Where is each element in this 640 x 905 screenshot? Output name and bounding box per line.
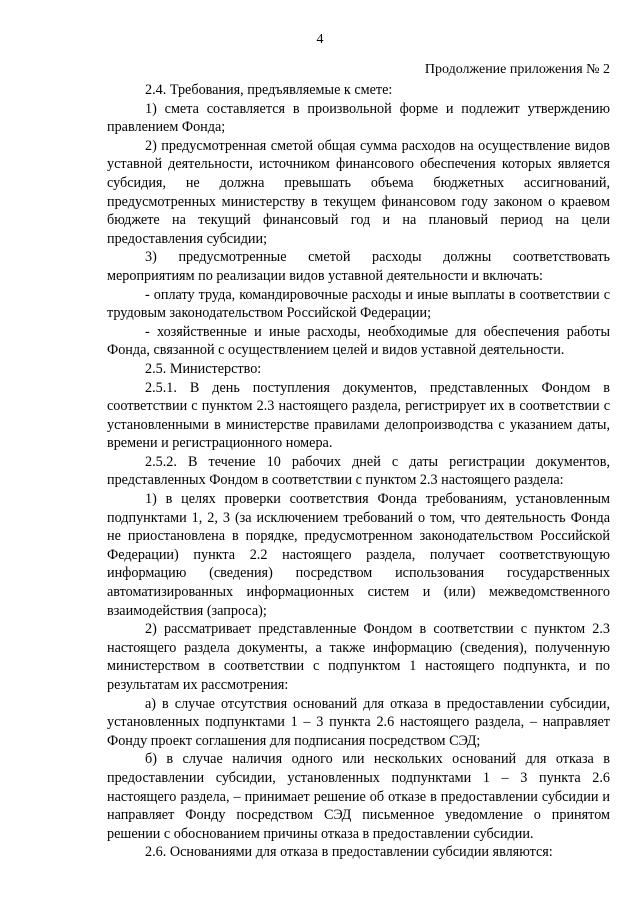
paragraph: - оплату труда, командировочные расходы и иные выплаты в соответствии с трудовым законодательством Российской Федерации;: [107, 286, 610, 322]
paragraph: б) в случае наличия одного или нескольких оснований для отказа в предоставлении субсидии, установленных подпунктами 1 – 3 пункта 2.6 настоящего раздела, – принимает решение об отказе в предоставлении субсидии и направляет Фонду посредством СЭД письменное уведомление о принятом решении с обоснованием причины отказа в предоставлении субсидии.: [107, 751, 610, 842]
paragraph: 2) предусмотренная сметой общая сумма расходов на осуществление видов уставной деятельности, источником финансового обеспечения которых является субсидия, не должна превышать объема бюджетных ассигнований, предусмотренных министерству в текущем финансовом году законом о краевом бюджете на текущий финансовый год и на плановый период на цели предоставления субсидии;: [107, 137, 610, 247]
paragraph: 2.4. Требования, предъявляемые к смете:: [145, 82, 393, 98]
paragraph: 2.5.1. В день поступления документов, представленных Фондом в соответствии с пунктом 2.3 настоящего раздела, регистрирует их в соответствии с установленными в министерстве правилами делопроизводства с указанием даты, времени и регистрационного номера.: [107, 379, 610, 452]
paragraph: а) в случае отсутствия оснований для отказа в предоставлении субсидии, установленных подпунктами 1 – 3 пункта 2.6 настоящего раздела, – направляет Фонду проект соглашения для подписания посредством СЭД;: [107, 695, 610, 749]
paragraph: 2.5.2. В течение 10 рабочих дней с даты регистрации документов, представленных Фондом в соответствии с пунктом 2.3 настоящего раздела:: [107, 453, 610, 489]
paragraph: - хозяйственные и иные расходы, необходимые для обеспечения работы Фонда, связанной с осуществлением целей и видов уставной деятельности.: [107, 323, 610, 359]
paragraph: 2.6. Основаниями для отказа в предоставлении субсидии являются:: [145, 844, 553, 861]
document-body: [107, 81, 610, 862]
paragraph: 2) рассматривает представленные Фондом в соответствии с пунктом 2.3 настоящего раздела документы, а также информацию (сведения), полученную министерством в соответствии с подпунктом 1 настоящего подпункта, и по результатам их рассмотрения:: [107, 621, 610, 693]
paragraph: 1) в целях проверки соответствия Фонда требованиям, установленным подпунктами 1, 2, 3 (за исключением требований о том, что деятельность Фонда не приостановлена в порядке, предусмотренном законодательством Российской Федерации) пункта 2.2 настоящего раздела, получает соответствующую информацию (сведения) посредством использования государственных автоматизированных информационных систем и (или) межведомственного взаимодействия (запроса);: [107, 491, 610, 619]
paragraph: 3) предусмотренные сметой расходы должны соответствовать мероприятиям по реализации видов уставной деятельности и включать:: [107, 249, 610, 284]
appendix-continuation-label: Продолжение приложения № 2: [424, 62, 610, 77]
paragraph: 1) смета составляется в произвольной форме и подлежит утверждению правлением Фонда;: [107, 100, 610, 136]
paragraph: 2.5. Министерство:: [145, 360, 262, 377]
page-number: 4: [316, 32, 324, 47]
